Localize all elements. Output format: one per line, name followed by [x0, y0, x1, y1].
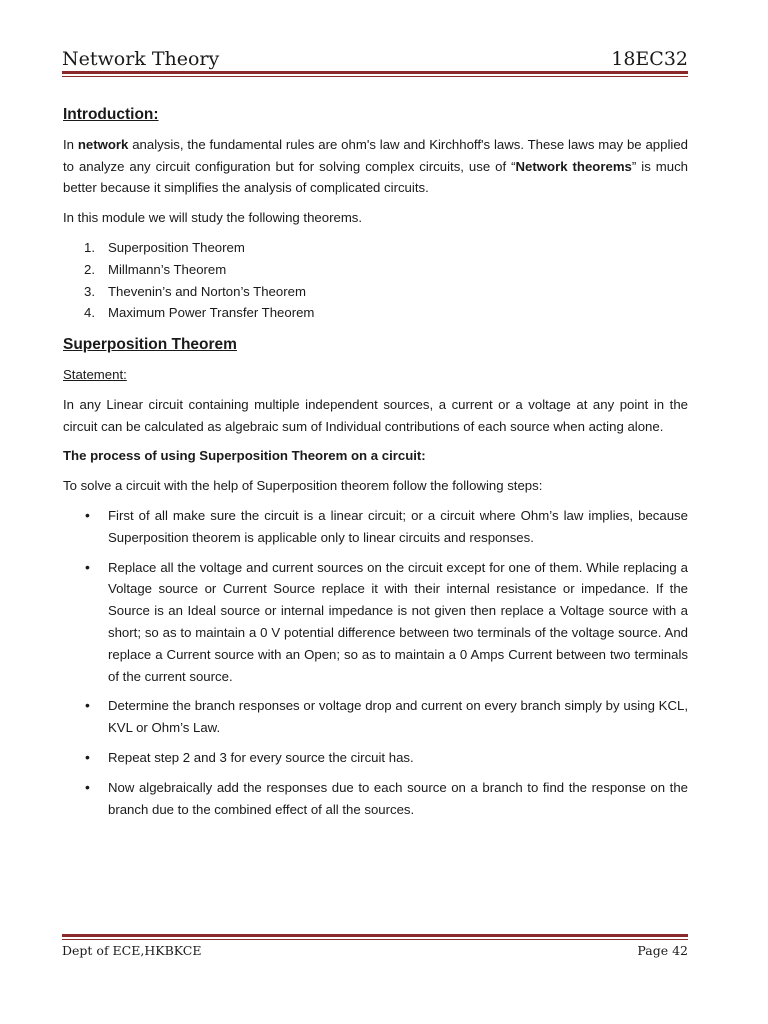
list-item: 4. Maximum Power Transfer Theorem	[84, 305, 315, 321]
list-item: • First of all make sure the circuit is a linear circuit; or a circuit where Ohm’s law implies, because Superposition theorem is applicable only to linear circuits and responses.	[85, 506, 688, 545]
list-item: • Now algebraically add the responses due to each source on a branch to find the response on the branch due to the combined effect of all the sources.	[85, 778, 688, 817]
department-label: Dept of ECE,HKBKCE	[62, 943, 202, 958]
page-header	[62, 48, 688, 72]
network-term: network	[77, 136, 129, 152]
superposition-heading: Superposition Theorem	[63, 336, 237, 354]
bullet-icon: •	[85, 697, 90, 714]
introduction-heading: Introduction:	[63, 106, 159, 123]
course-code: 18EC32	[611, 48, 688, 70]
bullet-icon: •	[85, 506, 90, 523]
list-item: 3. Thevenin’s and Norton’s Theorem	[84, 283, 306, 299]
process-heading: The process of using Superposition Theorem on a circuit:	[63, 448, 426, 464]
header-rule-thick	[62, 71, 688, 74]
footer-rule-thin	[62, 939, 688, 940]
list-item: • Replace all the voltage and current sources on the circuit except for one of them. While replacing a Voltage source or Current Source replace it with their internal resistance or impedance. If the Source is an Ideal source or internal impedance is not given then replace a Voltage source with a short; so as to maintain a 0 V potential difference between two terminals of the voltage source. And replace a Current source with an Open; so as to maintain a 0 Amps Current between two terminals of the current source.	[85, 558, 688, 684]
bullet-icon: •	[85, 748, 90, 765]
page-footer	[62, 943, 688, 963]
page-number: Page 42	[637, 943, 688, 958]
statement-text: In any Linear circuit containing multiple independent sources, a current or a voltage at any point in the circuit can be calculated as algebraic sum of Individual contributions of each source when acting alone.	[63, 396, 688, 434]
list-item: • Repeat step 2 and 3 for every source the circuit has.	[63, 747, 688, 769]
theorem-list	[63, 237, 688, 324]
statement-label: Statement:	[63, 366, 127, 382]
course-title: Network Theory	[62, 48, 220, 70]
list-item: 2. Millmann’s Theorem	[84, 261, 227, 277]
steps-intro: To solve a circuit with the help of Superposition theorem follow the following steps:	[63, 478, 543, 494]
bullet-icon: •	[85, 778, 90, 795]
intro-paragraph: In network analysis, the fundamental rules are ohm's law and Kirchhoff's laws. These laws may be applied to analyze any circuit configuration but for solving complex circuits, use of “Network theorems” is much better because it simplifies the analysis of complicated circuits.	[63, 136, 689, 196]
footer-rule-thick	[62, 934, 688, 937]
module-paragraph: In this module we will study the following theorems.	[63, 210, 363, 226]
network-theorems-term: Network theorems	[515, 158, 632, 174]
list-item: 1. Superposition Theorem	[84, 239, 245, 255]
steps-list	[63, 505, 688, 820]
list-item: • Determine the branch responses or voltage drop and current on every branch simply by using KCL, KVL or Ohm’s Law.	[85, 697, 688, 736]
page-body	[63, 104, 688, 828]
header-rule-thin	[62, 76, 688, 77]
bullet-icon: •	[85, 558, 90, 575]
